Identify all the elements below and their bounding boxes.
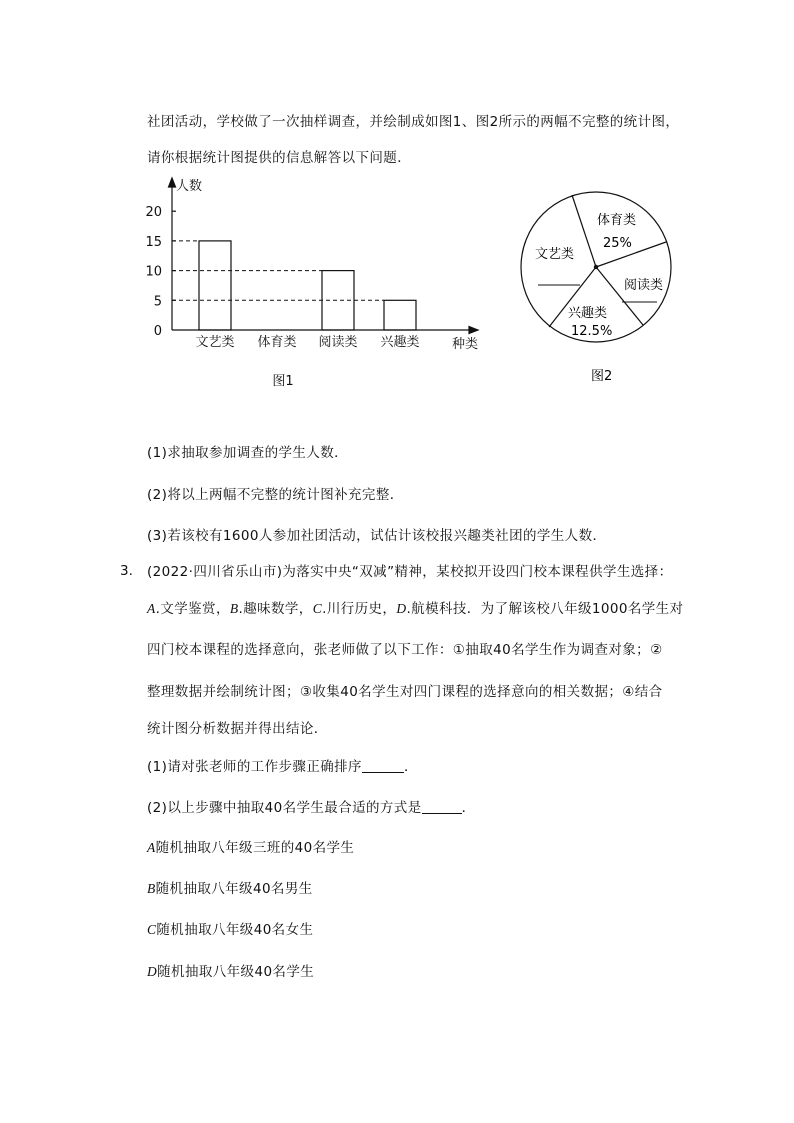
- choice-text-d: 随机抽取八年级40名学生: [157, 964, 315, 980]
- bar: [384, 300, 416, 330]
- intro-line-2: 请你根据统计图提供的信息解答以下问题．: [147, 150, 412, 166]
- pie-divider: [572, 195, 596, 267]
- q3-sub-1: [147, 755, 418, 775]
- x-axis-arrow: [469, 327, 478, 334]
- q3-number: 3.: [120, 563, 133, 579]
- pie-label-xingqu: 兴趣类: [568, 306, 608, 321]
- q3-sub-2-period: ．: [461, 800, 476, 816]
- category-label: 体育类: [257, 335, 297, 350]
- choice-text-c: 随机抽取八年级40名女生: [156, 922, 314, 938]
- choice-letter-d: D: [147, 964, 158, 979]
- q3-sub-2-text: (2)以上步骤中抽取40名学生最合适的方式是: [147, 800, 422, 816]
- answer-blank-2[interactable]: [422, 801, 462, 814]
- pie-label-yuedu: 阅读类: [624, 278, 664, 293]
- choice-text-a: 随机抽取八年级三班的40名学生: [155, 840, 355, 856]
- option-letter-c: C: [312, 601, 323, 616]
- choice-d: [147, 960, 314, 980]
- y-tick-label: 5: [153, 294, 162, 310]
- pie-pct-tiyu: 25%: [603, 236, 632, 251]
- q3-line-5: 统计图分析数据并得出结论．: [147, 721, 328, 737]
- bar: [199, 241, 231, 330]
- q3-sub-1-period: ．: [403, 759, 418, 775]
- q3-line-3: 四门校本课程的选择意向，张老师做了以下工作：①抽取40名学生作为调查对象；②: [147, 642, 663, 658]
- q2-part-2: (2)将以上两幅不完整的统计图补充完整．: [147, 487, 404, 503]
- pie-label-tiyu: 体育类: [597, 213, 637, 228]
- bar-chart-caption: 图1: [272, 374, 294, 389]
- y-tick-label: 0: [153, 324, 162, 339]
- y-axis-arrow: [169, 178, 176, 187]
- category-label: 阅读类: [318, 335, 358, 350]
- intro-line-1: 社团活动，学校做了一次抽样调查，并绘制成如图1、图2所示的两幅不完整的统计图，: [147, 114, 680, 130]
- option-letter-d: D: [396, 601, 407, 616]
- pie-center: [594, 265, 598, 269]
- answer-blank-1[interactable]: [362, 760, 404, 773]
- option-text-b: .趣味数学，: [238, 601, 313, 617]
- choice-letter-c: C: [147, 922, 157, 937]
- q3-sub-1-text: (1)请对张老师的工作步骤正确排序: [147, 759, 362, 775]
- choice-text-b: 随机抽取八年级40名男生: [155, 881, 313, 897]
- option-letter-b: B: [229, 601, 239, 616]
- q3-options-line: [147, 597, 683, 617]
- y-tick-label: 15: [145, 234, 162, 250]
- bar-chart: [140, 170, 490, 400]
- category-label: 文艺类: [195, 335, 235, 350]
- pie-caption: 图2: [591, 369, 613, 384]
- y-tick-label: 10: [145, 264, 162, 280]
- choice-c: [147, 918, 313, 938]
- pie-pct-xingqu: 12.5%: [571, 324, 613, 339]
- choice-letter-a: A: [147, 840, 156, 855]
- q3-sub-2: [147, 796, 476, 816]
- y-tick-label: 20: [145, 205, 162, 221]
- option-letter-a: A: [147, 601, 156, 616]
- q2-part-1: (1)求抽取参加调查的学生人数．: [147, 445, 349, 461]
- pie-label-wenyi: 文艺类: [535, 247, 575, 262]
- option-text-d: .航模科技．为了解该校八年级1000名学生对: [406, 601, 684, 617]
- pie-chart: [505, 185, 695, 390]
- option-text-a: .文学鉴赏，: [155, 601, 230, 617]
- q3-line-4: 整理数据并绘制统计图；③收集40名学生对四门课程的选择意向的相关数据；④结合: [147, 684, 663, 700]
- q2-part-3: (3)若该校有1600人参加社团活动，试估计该校报兴趣类社团的学生人数．: [147, 528, 607, 544]
- choice-b: [147, 877, 313, 897]
- x-axis-title: 种类: [452, 337, 479, 352]
- category-label: 兴趣类: [380, 335, 420, 350]
- choice-letter-b: B: [147, 881, 156, 896]
- option-text-c: .川行历史，: [322, 601, 397, 617]
- choice-a: [147, 836, 354, 856]
- q3-line-1: (2022·四川省乐山市)为落实中央“双减”精神，某校拟开设四门校本课程供学生选择：: [147, 564, 673, 580]
- y-axis-title: 人数: [176, 179, 203, 194]
